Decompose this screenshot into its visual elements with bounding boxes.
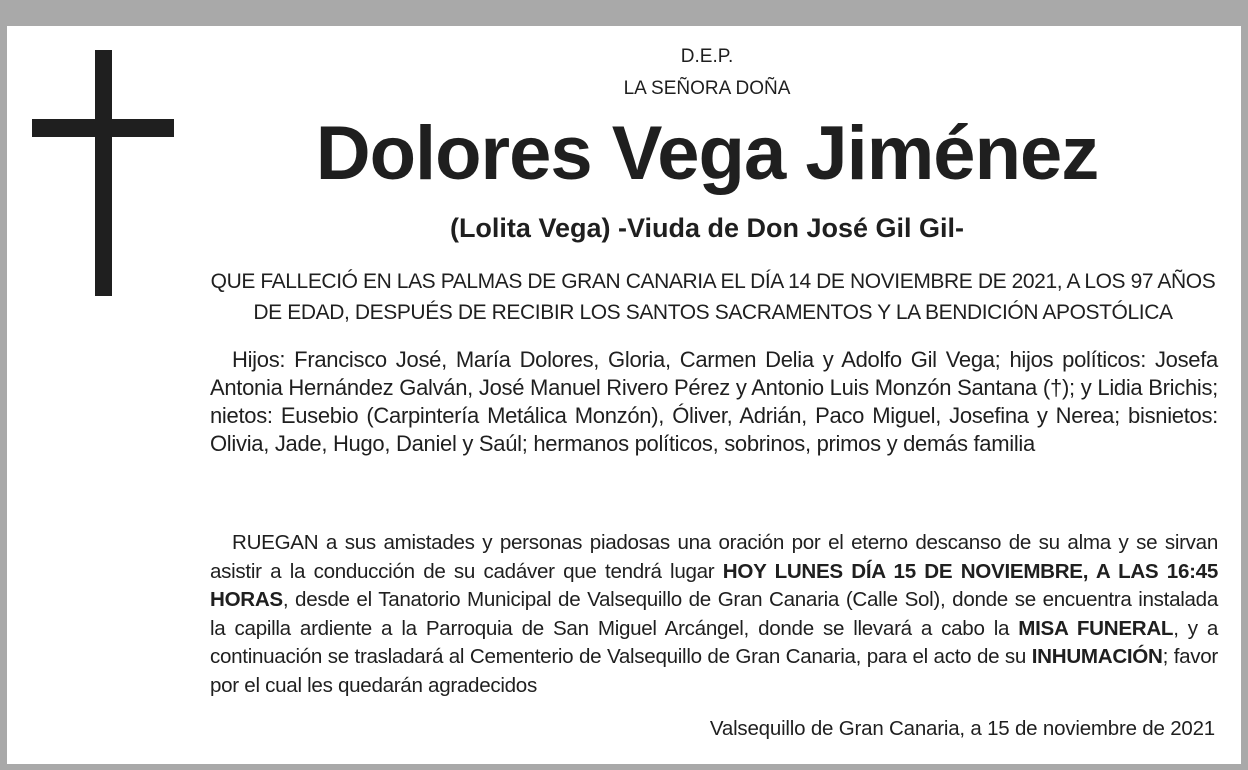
mass-label: MISA FUNERAL <box>1018 616 1174 640</box>
dep-heading: D.E.P. <box>680 46 734 67</box>
funeral-date-time: HOY LUNES DÍA 15 DE NOVIEMBRE, A LAS 16:45 HORAS <box>210 559 1218 611</box>
cross-icon <box>32 50 174 296</box>
death-notice-line-2: DE EDAD, DESPUÉS DE RECIBIR LOS SANTOS SACRAMENTOS Y LA BENDICIÓN APOSTÓLICA <box>253 301 1173 324</box>
deceased-name: Dolores Vega Jiménez <box>315 111 1099 196</box>
cross-vertical-bar <box>95 50 112 296</box>
place-date-line: Valsequillo de Gran Canaria, a 15 de noviembre de 2021 <box>709 717 1215 740</box>
request-paragraph <box>210 529 1218 700</box>
request-text-3: , y a continuación se trasladará al Cementerio de Valsequillo de Gran Canaria, para el acto de su <box>210 616 1218 668</box>
death-notice-line-1: QUE FALLECIÓ EN LAS PALMAS DE GRAN CANARIA EL DÍA 14 DE NOVIEMBRE DE 2021, A LOS 97 AÑOS <box>210 270 1216 293</box>
title-line: LA SEÑORA DOÑA <box>623 78 791 99</box>
family-paragraph: Hijos: Francisco José, María Dolores, Gloria, Carmen Delia y Adolfo Gil Vega; hijos políticos: Josefa Antonia Hernández Galván, José Manuel Rivero Pérez y Antonio Luis Monzón Santana (†); y Lidia Brichis; nietos: Eusebio (Carpintería Metálica Monzón), Óliver, Adrián, Paco Miguel, Josefina y Nerea; bisnietos: Olivia, Jade, Hugo, Daniel y Saúl; hermanos políticos, sobrinos, primos y demás familia <box>210 347 1218 456</box>
request-text-2: , desde el Tanatorio Municipal de Valsequillo de Gran Canaria (Calle Sol), donde se encuentra instalada la capilla ardiente a la Parroquia de San Miguel Arcángel, donde se llevará a cabo la <box>210 588 1218 640</box>
request-text-1: RUEGAN a sus amistades y personas piadosas una oración por el eterno descanso de su alma y se sirvan asistir a la conducción de su cadáver que tendrá lugar <box>210 531 1218 583</box>
death-notice <box>205 266 1221 328</box>
request-text-4: ; favor por el cual les quedarán agradecidos <box>210 645 1218 697</box>
burial-label: INHUMACIÓN <box>1031 645 1163 668</box>
obituary-notice <box>7 26 1241 764</box>
cross-horizontal-bar <box>32 119 174 137</box>
alias-line: (Lolita Vega) -Viuda de Don José Gil Gil- <box>449 213 965 243</box>
